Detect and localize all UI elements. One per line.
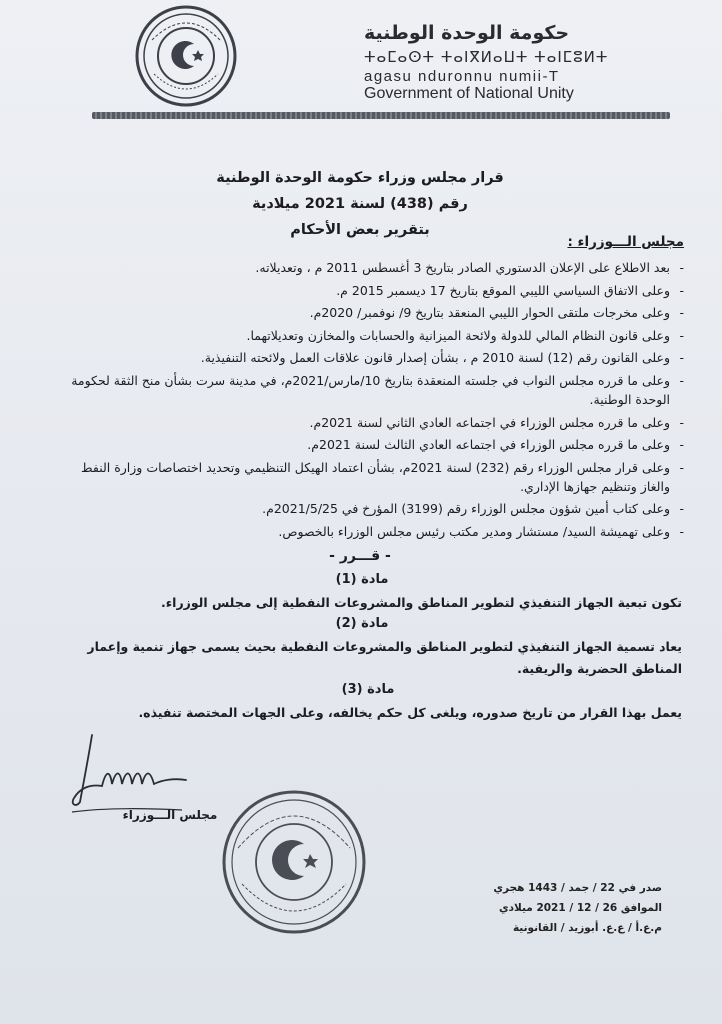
article-2-text: يعاد تسمية الجهاز التنفيذي لتطوير المناطق والمشروعات النفطية بحيث يسمى جهاز تنمية وإعمار المناطق الحضرية والريفية. (87, 639, 682, 676)
title-line-2: رقم (438) لسنة 2021 ميلادية (252, 196, 468, 212)
preamble-item: - وعلى ما قرره مجلس النواب في جلسته المنعقدة بتاريخ 10/مارس/2021م، في مدينة سرت بشأن منح الثقة لحكومة الوحدة الوطنية. (54, 371, 684, 409)
footer-initials: م.ع.أ / ع.ع. أبوزيد / القانونية (512, 922, 662, 934)
decisions-seal-icon (218, 788, 370, 936)
decision-heading: - قـــرر - (329, 548, 391, 564)
council-label: مجلس الـــوزراء : (567, 234, 684, 250)
title-line-3: بتقرير بعض الأحكام (290, 222, 430, 238)
preamble-item: - وعلى قرار مجلس الوزراء رقم (232) لسنة 2021م، بشأن اعتماد الهيكل التنظيمي وتحديد اختصاصات وزارة النفط والغاز وتنظيم جهازها الإداري. (54, 458, 684, 496)
preamble-item: - وعلى ما قرره مجلس الوزراء في اجتماعه العادي الثاني لسنة 2021م. (54, 413, 684, 432)
letterhead-english: Government of National Unity (364, 85, 574, 102)
signature-icon (62, 730, 192, 820)
preamble-item: - وعلى الاتفاق السياسي الليبي الموقع بتاريخ 17 ديسمبر 2015 م. (54, 281, 684, 300)
title-line-1: قرار مجلس وزراء حكومة الوحدة الوطنية (216, 170, 504, 186)
preamble-item: - وعلى مخرجات ملتقى الحوار الليبي المنعقد بتاريخ 9/ نوفمبر/ 2020م. (54, 303, 684, 322)
letterhead-latin: agasu nduronnu numii-T (364, 68, 560, 85)
letterhead (364, 22, 664, 103)
letterhead-arabic: حكومة الوحدة الوطنية (364, 22, 570, 44)
article-1-text: تكون تبعية الجهاز التنفيذي لتطوير المناطق والمشروعات النفطية إلى مجلس الوزراء. (161, 595, 682, 610)
government-seal-icon (132, 4, 240, 108)
article-3-heading: مادة (3) (341, 682, 395, 697)
header-divider (92, 112, 670, 119)
letterhead-tifinagh: ⵜⴰⵎⴰⵙⵜ ⵜⴰⵏⴳⵍⴰⵡⵜ ⵜⴰⵏⵎⵓⵍⵜ (364, 48, 609, 66)
signature-caption: مجلس الـــوزراء (122, 808, 218, 822)
decision-title (150, 165, 570, 243)
preamble-item: - وعلى قانون النظام المالي للدولة ولائحة الميزانية والحسابات والمخازن وتعديلاتهما. (54, 326, 684, 345)
preamble-item: - بعد الاطلاع على الإعلان الدستوري الصادر بتاريخ 3 أغسطس 2011 م ، وتعديلاته. (54, 258, 684, 277)
issue-date-gregorian: الموافق 26 / 12 / 2021 ميلادي (499, 902, 662, 914)
article-2-heading: مادة (2) (335, 616, 389, 631)
issue-date-hijri: صدر في 22 / جمد / 1443 هجري (493, 882, 662, 894)
preamble-item: - وعلى كتاب أمين شؤون مجلس الوزراء رقم (3199) المؤرخ في 2021/5/25م. (54, 499, 684, 518)
article-3-text: يعمل بهذا القرار من تاريخ صدوره، ويلغى كل حكم يخالفه، وعلى الجهات المختصة تنفيذه. (138, 705, 682, 720)
preamble-item: - وعلى القانون رقم (12) لسنة 2010 م ، بشأن إصدار قانون علاقات العمل ولائحته التنفيذية. (54, 348, 684, 367)
article-1-heading: مادة (1) (335, 572, 389, 587)
preamble-list (54, 258, 684, 545)
preamble-item: - وعلى ما قرره مجلس الوزراء في اجتماعه العادي الثالث لسنة 2021م. (54, 435, 684, 454)
preamble-item: - وعلى تهميشة السيد/ مستشار ومدير مكتب رئيس مجلس الوزراء بالخصوص. (54, 522, 684, 541)
